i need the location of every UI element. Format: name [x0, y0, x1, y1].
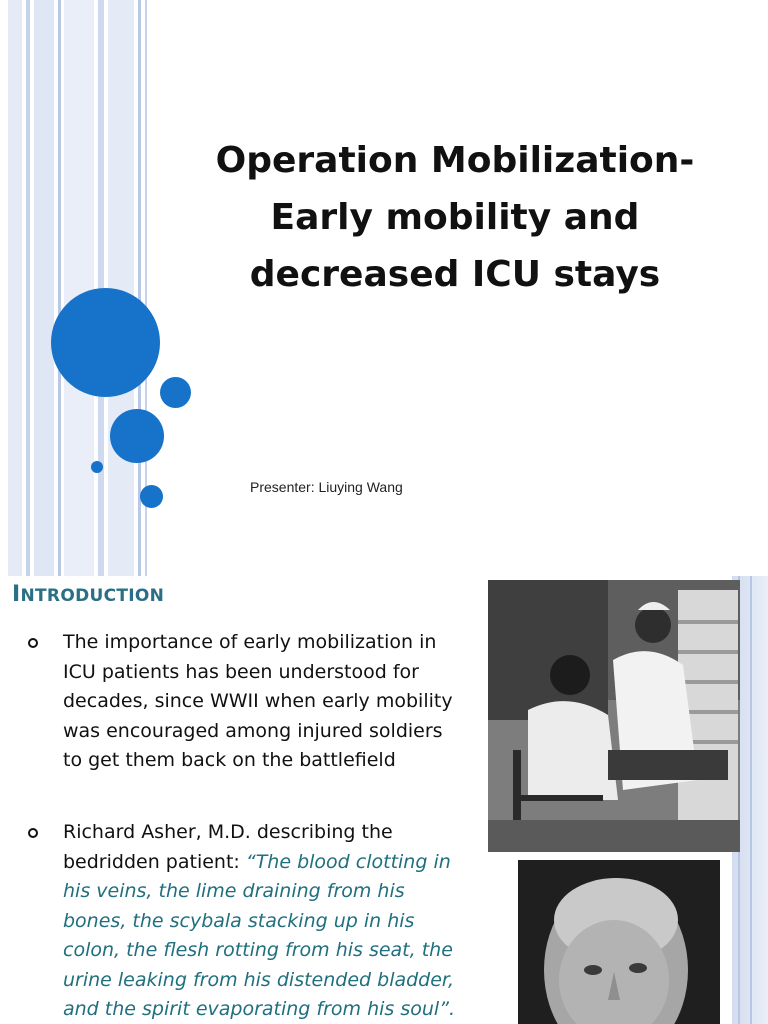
introduction-slide [0, 576, 768, 1024]
quote-text: colon, the flesh rotting from his seat, the [63, 939, 453, 961]
bullet-line: to get them back on the battlefield [63, 749, 396, 771]
quote-text: bones, the scybala stacking up in his [63, 909, 415, 932]
slide-title [195, 132, 715, 303]
bullet-line: was encouraged among injured soldiers [63, 719, 443, 742]
quote-text: and the spirit evaporating from his soul”. [63, 998, 456, 1020]
bullet-ring-icon [28, 828, 38, 838]
photo-illustration [488, 580, 740, 852]
title-line: Early mobility and [270, 197, 640, 238]
bullet-line: decades, since WWII when early mobility [63, 690, 453, 712]
decorative-stripe [58, 0, 61, 576]
decorative-stripe [138, 0, 141, 576]
richard-asher-portrait-photo [518, 860, 720, 1024]
decorative-stripe [34, 0, 54, 576]
bullet-line-intro: bedridden patient: [63, 850, 246, 873]
bullet-text [63, 818, 455, 1024]
decorative-circle [110, 409, 164, 463]
presenter-label: Presenter: Liuying Wang [250, 479, 403, 495]
quote-text: his veins, the lime draining from his [63, 880, 405, 902]
quote-text: “The blood clotting in [245, 850, 451, 873]
bullet-ring-icon [28, 638, 38, 648]
bullet-line: ICU patients has been understood for [63, 660, 419, 683]
decorative-stripe [64, 0, 94, 576]
bullet-text [63, 628, 453, 776]
decorative-stripe [26, 0, 30, 576]
decorative-stripe [8, 0, 22, 576]
heading-rest: NTRODUCTION [20, 586, 165, 606]
nurse-patient-photo [488, 580, 740, 852]
decorative-circle-large [51, 288, 160, 397]
bullet-line: The importance of early mobilization in [63, 631, 437, 653]
bullet-line [63, 848, 455, 878]
heading-initial: I [12, 582, 21, 607]
quote-text: urine leaking from his distended bladder, [63, 968, 455, 991]
slide-heading [12, 582, 164, 607]
decorative-circle [160, 377, 191, 408]
title-line: Operation Mobilization- [215, 140, 695, 181]
decorative-circle [140, 485, 163, 508]
photo-illustration [518, 860, 720, 1024]
bullet-line: Richard Asher, M.D. describing the [63, 821, 393, 843]
title-line: decreased ICU stays [249, 254, 661, 295]
decorative-circle [91, 461, 103, 473]
